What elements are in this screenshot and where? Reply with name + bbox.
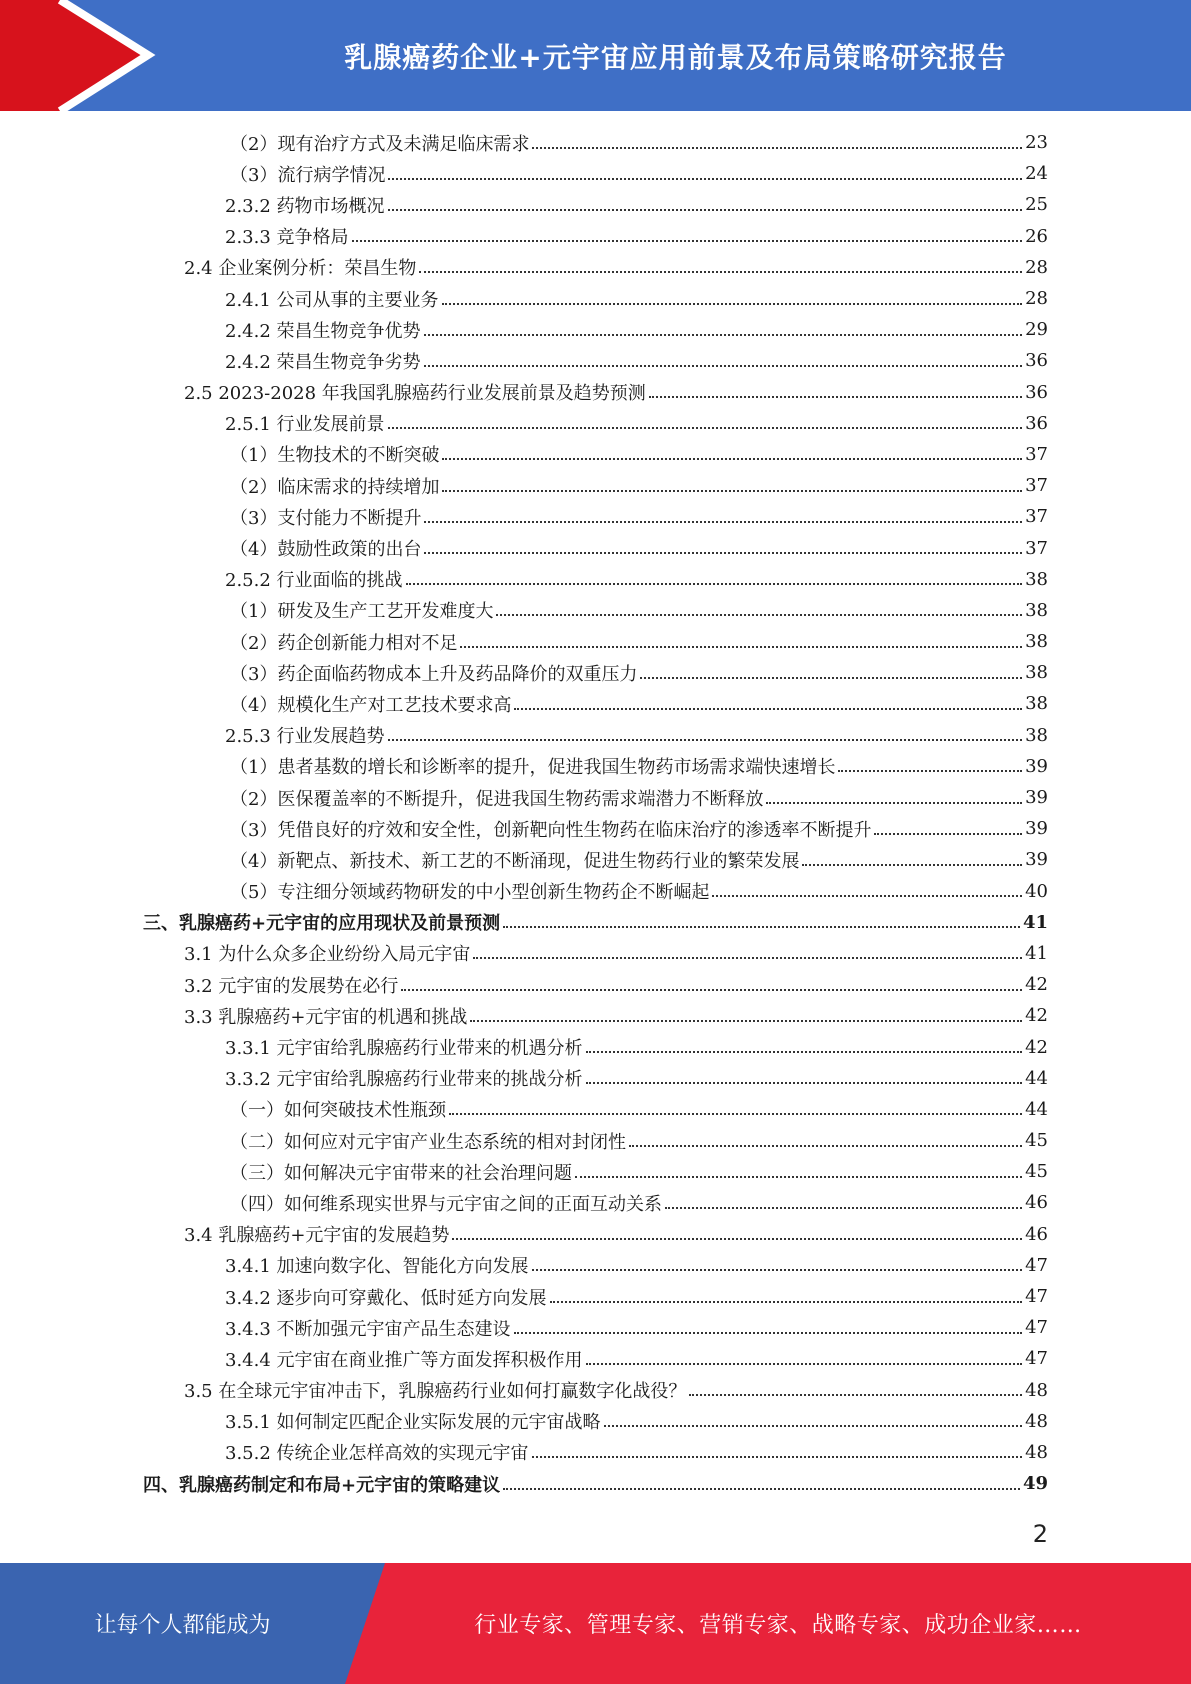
toc-entry-page: 40: [1025, 880, 1048, 902]
toc-entry-label: 3.3.2 元宇宙给乳腺癌药行业带来的挑战分析: [225, 1069, 583, 1091]
toc-entry-page: 28: [1025, 288, 1048, 310]
toc-dot-leader: [352, 240, 1023, 242]
toc-dot-leader: [424, 365, 1023, 367]
toc-entry-label: （3）凭借良好的疗效和安全性，创新靶向性生物药在临床治疗的渗透率不断提升: [230, 819, 872, 841]
toc-dot-leader: [665, 1207, 1022, 1209]
toc-entry-label: 2.3.3 竞争格局: [225, 227, 349, 249]
toc-entry-page: 37: [1025, 475, 1048, 497]
toc-entry-page: 39: [1025, 849, 1048, 871]
table-of-contents: [143, 127, 1048, 1499]
toc-entry[interactable]: [143, 283, 1048, 314]
toc-entry[interactable]: [143, 626, 1048, 657]
toc-entry-page: 39: [1025, 755, 1048, 777]
toc-entry-page: 37: [1025, 506, 1048, 528]
toc-entry[interactable]: [143, 657, 1048, 688]
toc-entry[interactable]: [143, 1125, 1048, 1156]
header-red-arrow: [0, 0, 148, 111]
toc-entry[interactable]: [143, 377, 1048, 408]
toc-entry-label: 3.5 在全球元宇宙冲击下，乳腺癌药行业如何打赢数字化战役？: [184, 1381, 687, 1403]
toc-entry-label: （一）如何突破技术性瓶颈: [230, 1100, 446, 1122]
toc-entry[interactable]: [143, 1406, 1048, 1437]
toc-dot-leader: [442, 458, 1022, 460]
toc-entry[interactable]: [143, 252, 1048, 283]
toc-entry[interactable]: [143, 1000, 1048, 1031]
toc-dot-leader: [802, 864, 1022, 866]
toc-dot-leader: [514, 1332, 1023, 1334]
toc-entry-page: 46: [1025, 1223, 1048, 1245]
toc-entry-page: 38: [1025, 662, 1048, 684]
toc-entry-label: 2.5 2023-2028 年我国乳腺癌药行业发展前景及趋势预测: [184, 383, 646, 405]
toc-entry[interactable]: [143, 1031, 1048, 1062]
toc-entry-page: 45: [1025, 1161, 1048, 1183]
toc-dot-leader: [838, 770, 1022, 772]
toc-entry-label: 四、乳腺癌药制定和布局+元宇宙的策略建议: [143, 1474, 501, 1496]
toc-entry[interactable]: [143, 1063, 1048, 1094]
toc-entry-page: 48: [1025, 1441, 1048, 1463]
toc-entry-label: 3.5.2 传统企业怎样高效的实现元宇宙: [225, 1443, 529, 1465]
toc-entry-label: （1）生物技术的不断突破: [230, 445, 440, 467]
toc-dot-leader: [640, 677, 1022, 679]
toc-dot-leader: [442, 303, 1023, 305]
toc-entry-page: 38: [1025, 693, 1048, 715]
toc-entry-label: （三）如何解决元宇宙带来的社会治理问题: [230, 1162, 572, 1184]
toc-dot-leader: [424, 552, 1022, 554]
toc-entry[interactable]: [143, 1343, 1048, 1374]
toc-entry-page: 37: [1025, 443, 1048, 465]
toc-entry-label: （2）现有治疗方式及未满足临床需求: [230, 133, 530, 155]
toc-entry-label: 3.4.3 不断加强元宇宙产品生态建设: [225, 1318, 511, 1340]
toc-entry[interactable]: [143, 969, 1048, 1000]
footer-slogan-right: 行业专家、管理专家、营销专家、战略专家、成功企业家……: [474, 1613, 1082, 1638]
toc-dot-leader: [424, 334, 1023, 336]
toc-entry-page: 38: [1025, 568, 1048, 590]
toc-entry[interactable]: [143, 1281, 1048, 1312]
toc-dot-leader: [712, 895, 1022, 897]
toc-entry-page: 48: [1025, 1410, 1048, 1432]
toc-entry-page: 36: [1025, 350, 1048, 372]
toc-entry-label: 2.4.2 荣昌生物竞争劣势: [225, 351, 421, 373]
toc-entry-label: （四）如何维系现实世界与元宇宙之间的正面互动关系: [230, 1193, 662, 1215]
toc-entry-page: 39: [1025, 787, 1048, 809]
report-title: 乳腺癌药企业+元宇宙应用前景及布局策略研究报告: [344, 40, 1007, 74]
toc-entry-label: 3.4.2 逐步向可穿戴化、低时延方向发展: [225, 1287, 547, 1309]
toc-entry-page: 41: [1022, 911, 1048, 933]
toc-entry-label: （3）支付能力不断提升: [230, 507, 422, 529]
toc-entry[interactable]: [143, 1187, 1048, 1218]
toc-dot-leader: [766, 802, 1022, 804]
toc-dot-leader: [532, 1456, 1023, 1458]
toc-entry[interactable]: [143, 564, 1048, 595]
toc-entry-label: 2.5.1 行业发展前景: [225, 414, 385, 436]
toc-entry-label: （1）研发及生产工艺开发难度大: [230, 601, 494, 623]
toc-dot-leader: [503, 926, 1020, 928]
toc-entry[interactable]: [143, 439, 1048, 470]
toc-dot-leader: [532, 147, 1022, 149]
toc-entry[interactable]: [143, 1437, 1048, 1468]
toc-entry-page: 44: [1025, 1098, 1048, 1120]
toc-entry-page: 23: [1025, 132, 1048, 154]
toc-entry[interactable]: [143, 844, 1048, 875]
toc-entry-page: 46: [1025, 1192, 1048, 1214]
toc-entry-label: （3）药企面临药物成本上升及药品降价的双重压力: [230, 663, 638, 685]
toc-entry-page: 29: [1025, 319, 1048, 341]
toc-dot-leader: [388, 178, 1022, 180]
toc-entry-page: 42: [1025, 1005, 1048, 1027]
toc-dot-leader: [503, 1488, 1020, 1490]
toc-entry-label: （4）新靶点、新技术、新工艺的不断涌现，促进生物药行业的繁荣发展: [230, 850, 800, 872]
toc-entry-page: 39: [1025, 818, 1048, 840]
toc-entry[interactable]: [143, 1468, 1048, 1499]
toc-entry[interactable]: [143, 813, 1048, 844]
toc-dot-leader: [401, 989, 1022, 991]
toc-entry[interactable]: [143, 1156, 1048, 1187]
toc-entry-label: 2.4.2 荣昌生物竞争优势: [225, 320, 421, 342]
toc-entry-page: 36: [1025, 412, 1048, 434]
toc-entry-page: 41: [1025, 942, 1048, 964]
toc-dot-leader: [470, 1020, 1022, 1022]
toc-entry-page: 38: [1025, 631, 1048, 653]
toc-dot-leader: [460, 646, 1022, 648]
page-number: 2: [1032, 1520, 1048, 1548]
toc-entry-page: 47: [1025, 1348, 1048, 1370]
toc-entry[interactable]: [143, 907, 1048, 938]
toc-entry-page: 44: [1025, 1067, 1048, 1089]
toc-entry[interactable]: [143, 532, 1048, 563]
toc-entry-label: 2.5.2 行业面临的挑战: [225, 570, 403, 592]
toc-entry[interactable]: [143, 876, 1048, 907]
toc-entry[interactable]: [143, 938, 1048, 969]
toc-entry-page: 48: [1025, 1379, 1048, 1401]
toc-entry-page: 38: [1025, 599, 1048, 621]
report-header: [0, 0, 1191, 111]
toc-dot-leader: [586, 1363, 1023, 1365]
toc-entry-page: 47: [1025, 1286, 1048, 1308]
toc-dot-leader: [449, 1113, 1022, 1115]
toc-dot-leader: [514, 708, 1022, 710]
toc-entry-page: 42: [1025, 1036, 1048, 1058]
toc-entry-label: 2.4.1 公司从事的主要业务: [225, 289, 439, 311]
toc-entry-label: （2）药企创新能力相对不足: [230, 632, 458, 654]
toc-dot-leader: [604, 1425, 1023, 1427]
toc-entry-page: 47: [1025, 1254, 1048, 1276]
toc-entry[interactable]: [143, 1219, 1048, 1250]
toc-entry-label: （4）规模化生产对工艺技术要求高: [230, 694, 512, 716]
toc-entry-page: 47: [1025, 1317, 1048, 1339]
toc-entry-page: 36: [1025, 381, 1048, 403]
toc-entry[interactable]: [143, 782, 1048, 813]
toc-entry-label: 3.1 为什么众多企业纷纷入局元宇宙: [184, 944, 471, 966]
toc-entry-page: 42: [1025, 974, 1048, 996]
toc-entry-page: 38: [1025, 724, 1048, 746]
toc-dot-leader: [388, 739, 1023, 741]
toc-dot-leader: [419, 271, 1022, 273]
toc-entry-label: （3）流行病学情况: [230, 164, 386, 186]
toc-dot-leader: [586, 1051, 1023, 1053]
toc-dot-leader: [388, 209, 1023, 211]
toc-entry[interactable]: [143, 470, 1048, 501]
toc-entry-page: 24: [1025, 163, 1048, 185]
toc-dot-leader: [388, 427, 1023, 429]
toc-dot-leader: [575, 1176, 1022, 1178]
toc-entry-label: 3.3 乳腺癌药+元宇宙的机遇和挑战: [184, 1006, 468, 1028]
toc-dot-leader: [649, 396, 1022, 398]
toc-dot-leader: [532, 1269, 1023, 1271]
toc-entry-label: 2.5.3 行业发展趋势: [225, 726, 385, 748]
toc-dot-leader: [629, 1145, 1022, 1147]
report-footer: [0, 1563, 1191, 1684]
toc-entry-label: （2）临床需求的持续增加: [230, 476, 440, 498]
toc-entry-label: 三、乳腺癌药+元宇宙的应用现状及前景预测: [143, 913, 501, 935]
toc-entry[interactable]: [143, 189, 1048, 220]
toc-entry[interactable]: [143, 314, 1048, 345]
toc-dot-leader: [689, 1394, 1022, 1396]
toc-entry-page: 28: [1025, 256, 1048, 278]
toc-entry-label: 3.5.1 如何制定匹配企业实际发展的元宇宙战略: [225, 1412, 601, 1434]
toc-entry[interactable]: [143, 688, 1048, 719]
toc-entry-page: 25: [1025, 194, 1048, 216]
toc-entry-label: 3.4 乳腺癌药+元宇宙的发展趋势: [184, 1225, 450, 1247]
toc-entry-label: （2）医保覆盖率的不断提升，促进我国生物药需求端潜力不断释放: [230, 788, 764, 810]
toc-entry[interactable]: [143, 720, 1048, 751]
toc-dot-leader: [496, 614, 1022, 616]
toc-entry[interactable]: [143, 158, 1048, 189]
toc-entry[interactable]: [143, 1094, 1048, 1125]
toc-dot-leader: [424, 521, 1022, 523]
toc-entry[interactable]: [143, 1375, 1048, 1406]
toc-entry-label: （4）鼓励性政策的出台: [230, 539, 422, 561]
toc-entry-label: 2.3.2 药物市场概况: [225, 195, 385, 217]
toc-entry-label: 3.3.1 元宇宙给乳腺癌药行业带来的机遇分析: [225, 1038, 583, 1060]
toc-entry-label: 3.4.4 元宇宙在商业推广等方面发挥积极作用: [225, 1349, 583, 1371]
toc-entry[interactable]: [143, 751, 1048, 782]
toc-entry-page: 45: [1025, 1130, 1048, 1152]
toc-entry-label: 2.4 企业案例分析：荣昌生物: [184, 258, 417, 280]
toc-entry-page: 26: [1025, 225, 1048, 247]
toc-dot-leader: [452, 1238, 1022, 1240]
toc-entry[interactable]: [143, 408, 1048, 439]
toc-entry-page: 49: [1022, 1473, 1048, 1495]
toc-dot-leader: [874, 833, 1022, 835]
toc-entry-label: 3.4.1 加速向数字化、智能化方向发展: [225, 1256, 529, 1278]
toc-entry[interactable]: [143, 1312, 1048, 1343]
toc-entry[interactable]: [143, 221, 1048, 252]
toc-dot-leader: [586, 1082, 1023, 1084]
toc-entry-label: （1）患者基数的增长和诊断率的提升，促进我国生物药市场需求端快速增长: [230, 757, 836, 779]
toc-entry-label: （5）专注细分领域药物研发的中小型创新生物药企不断崛起: [230, 882, 710, 904]
toc-dot-leader: [442, 490, 1022, 492]
toc-dot-leader: [473, 957, 1022, 959]
toc-entry-label: 3.2 元宇宙的发展势在必行: [184, 975, 399, 997]
toc-dot-leader: [406, 583, 1023, 585]
toc-entry[interactable]: [143, 345, 1048, 376]
toc-entry-label: （二）如何应对元宇宙产业生态系统的相对封闭性: [230, 1131, 626, 1153]
toc-entry[interactable]: [143, 501, 1048, 532]
footer-slogan-left: 让每个人都能成为: [94, 1613, 271, 1638]
toc-entry[interactable]: [143, 1250, 1048, 1281]
toc-dot-leader: [550, 1301, 1023, 1303]
toc-entry[interactable]: [143, 595, 1048, 626]
toc-entry-page: 37: [1025, 537, 1048, 559]
toc-entry[interactable]: [143, 127, 1048, 158]
